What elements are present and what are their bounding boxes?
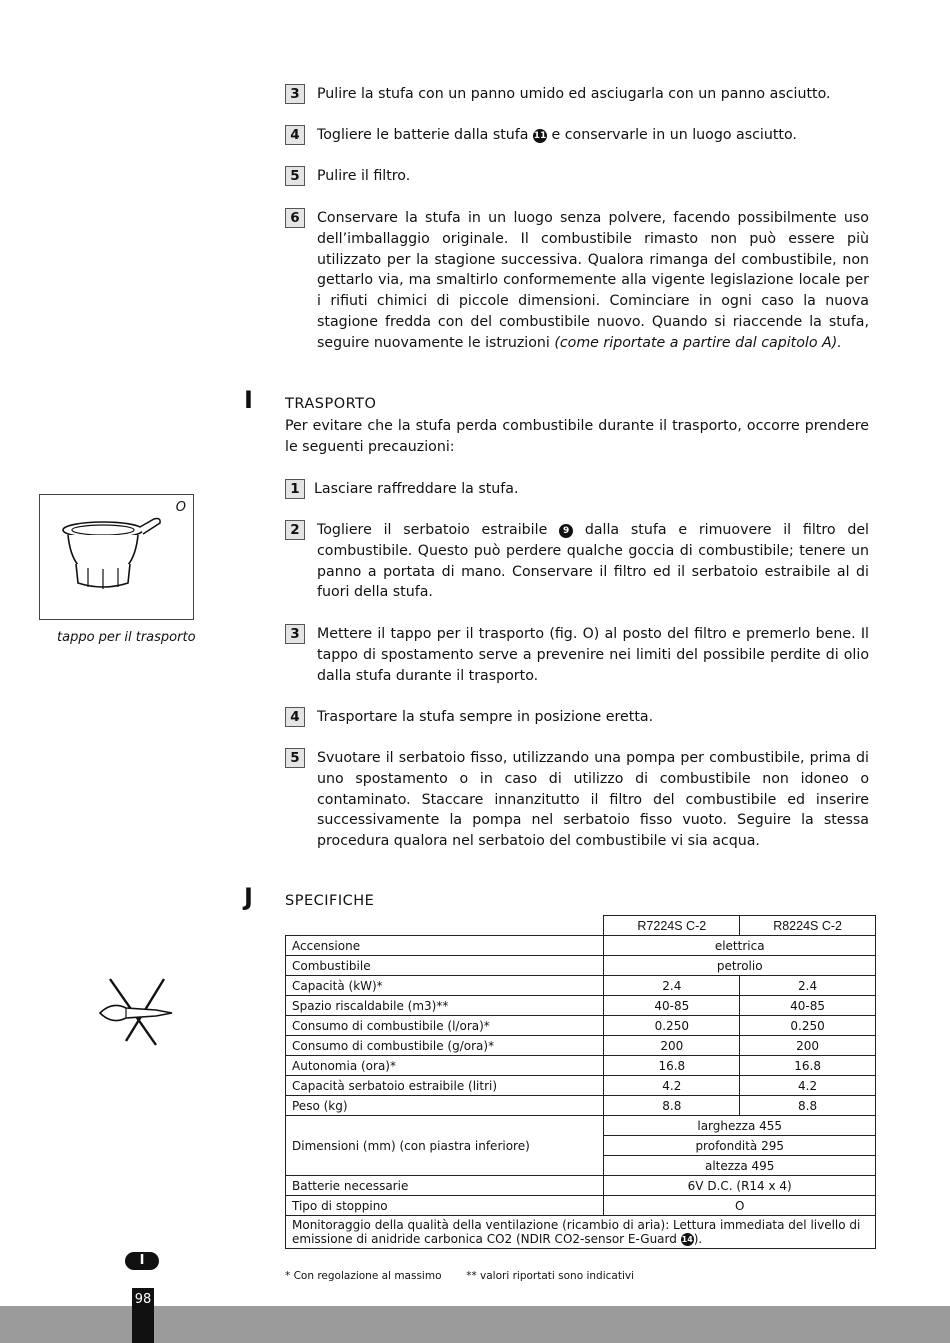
- reference-number: 11: [533, 131, 547, 141]
- table-row: [286, 1096, 876, 1116]
- footnote: ** valori riportati sono indicativi: [466, 1270, 634, 1282]
- table-row: [286, 1216, 876, 1249]
- transport-step: [285, 707, 869, 728]
- row-label: Capacità serbatoio estraibile (litri): [286, 1076, 604, 1096]
- step-text-part: Togliere il serbatoio estraibile: [317, 522, 560, 538]
- table-header-row: [286, 916, 876, 936]
- footnotes: [285, 1270, 634, 1282]
- table-row: [286, 1176, 876, 1196]
- step-number: 4: [285, 125, 305, 145]
- table-row: [286, 1056, 876, 1076]
- row-label: Accensione: [286, 936, 604, 956]
- step-text: [317, 125, 869, 146]
- table-row: [286, 1116, 876, 1136]
- row-label: Tipo di stoppino: [286, 1196, 604, 1216]
- step-number: 4: [285, 707, 305, 727]
- cleaning-step: [285, 166, 869, 187]
- table-row: [286, 996, 876, 1016]
- row-value-b: 0.250: [740, 1016, 876, 1036]
- step-text-part: dalla stufa e rimuovere il filtro del combustibile. Questo può perdere qualche goccia di combustibile; tenere un panno a portata di mano. Conservare il filtro ed il serbatoio estraibile al di fuori della stufa.: [317, 522, 869, 601]
- page-number: 98: [132, 1288, 154, 1343]
- row-label: Consumo di combustibile (g/ora)*: [286, 1036, 604, 1056]
- step-number: 6: [285, 208, 305, 228]
- step-number: 5: [285, 748, 305, 768]
- table-row: [286, 1196, 876, 1216]
- row-label: Consumo di combustibile (l/ora)*: [286, 1016, 604, 1036]
- transport-step: [285, 748, 869, 852]
- row-value-a: 8.8: [604, 1096, 740, 1116]
- row-value-a: 2.4: [604, 976, 740, 996]
- figure-letter: O: [175, 500, 186, 515]
- step-text: [317, 520, 869, 603]
- table-row: [286, 936, 876, 956]
- row-value-a: 0.250: [604, 1016, 740, 1036]
- transport-step: [285, 479, 869, 500]
- step-text-part: Conservare la stufa in un luogo senza polvere, facendo possibilmente uso dell’imballaggio originale. Il combustibile rimasto non può essere più utilizzato per la stagione successiva. Qualora rimanga del combustibile, non gettarlo via, ma smaltirlo conformemente alla vigente legislazione locale per i rifiuti chimici di piccole dimensioni. Cominciare in ogni caso la nuova stagione fredda con del combustibile nuovo. Quando si riaccende la stufa, seguire nuovamente le istruzioni: [317, 210, 869, 351]
- dimension-value: altezza 495: [604, 1156, 876, 1176]
- row-value-b: 4.2: [740, 1076, 876, 1096]
- step-number: 1: [285, 479, 305, 499]
- section-title: TRASPORTO: [285, 396, 377, 412]
- row-value-b: 16.8: [740, 1056, 876, 1076]
- no-tools-icon: [96, 975, 176, 1047]
- transport-step: [285, 624, 869, 686]
- row-value-a: 16.8: [604, 1056, 740, 1076]
- table-row: [286, 956, 876, 976]
- row-label: Batterie necessarie: [286, 1176, 604, 1196]
- figure-transport-cap: [39, 494, 194, 620]
- empty-cell: [286, 916, 604, 936]
- reference-number: 14: [681, 1235, 693, 1244]
- row-value-b: 2.4: [740, 976, 876, 996]
- step-number: 3: [285, 84, 305, 104]
- table-row: [286, 1016, 876, 1036]
- figure-caption: tappo per il trasporto: [57, 630, 196, 645]
- row-value: elettrica: [604, 936, 876, 956]
- row-value-b: 200: [740, 1036, 876, 1056]
- cleaning-step: [285, 208, 869, 354]
- row-label: Peso (kg): [286, 1096, 604, 1116]
- row-label: Dimensioni (mm) (con piastra inferiore): [286, 1116, 604, 1176]
- reference-number: 9: [559, 524, 573, 538]
- language-badge: I: [125, 1252, 159, 1270]
- transport-step: [285, 520, 869, 603]
- table-row: [286, 1036, 876, 1056]
- table-row: [286, 976, 876, 996]
- row-label: Capacità (kW)*: [286, 976, 604, 996]
- monitoring-text: Monitoraggio della qualità della ventilazione (ricambio di aria): Lettura immediata del livello di emissione di anidride carbonica CO2 (NDIR CO2-sensor E-Guard: [292, 1218, 861, 1246]
- specifications-table: [285, 915, 876, 1249]
- step-text: Mettere il tappo per il trasporto (fig. O) al posto del filtro e premerlo bene. Il tappo di spostamento serve a prevenire nei limiti del possibile perdite di olio dalla stufa durante il trasporto.: [317, 626, 869, 684]
- row-value-a: 40-85: [604, 996, 740, 1016]
- row-value: 6V D.C. (R14 x 4): [604, 1176, 876, 1196]
- dimension-value: larghezza 455: [604, 1116, 876, 1136]
- step-text: Trasportare la stufa sempre in posizione eretta.: [317, 709, 654, 725]
- section-intro: Per evitare che la stufa perda combustibile durante il trasporto, occorre prendere le seguenti precauzioni:: [285, 418, 869, 455]
- row-value: petrolio: [604, 956, 876, 976]
- cleaning-step: [285, 84, 869, 105]
- footnote: * Con regolazione al massimo: [285, 1270, 442, 1282]
- step-text: Lasciare raffreddare la stufa.: [314, 481, 519, 497]
- step-text-part: Togliere le batterie dalla stufa: [317, 127, 533, 143]
- step-text: Svuotare il serbatoio fisso, utilizzando una pompa per combustibile, prima di uno spostamento o in caso di utilizzo di combustibile non idoneo o contaminato. Staccare innanzitutto il filtro del combustibile ed inserire successivamente la pompa nel serbatoio fisso vuoto. Seguire la stessa procedura qualora nel serbatoio del combustibile vi sia acqua.: [317, 750, 869, 850]
- row-value: O: [604, 1196, 876, 1216]
- model-header: R8224S C-2: [740, 916, 876, 936]
- row-label: Combustibile: [286, 956, 604, 976]
- row-value-a: 4.2: [604, 1076, 740, 1096]
- step-number: 2: [285, 520, 305, 540]
- step-text: [317, 208, 869, 354]
- section-letter: I: [244, 386, 253, 414]
- step-text-part: e conservarle in un luogo asciutto.: [547, 127, 797, 143]
- section-title: SPECIFICHE: [285, 893, 375, 909]
- row-label: Autonomia (ora)*: [286, 1056, 604, 1076]
- transport-cap-illustration: [40, 495, 195, 621]
- step-number: 3: [285, 624, 305, 644]
- table-row: [286, 1076, 876, 1096]
- cleaning-step: [285, 125, 869, 146]
- row-value-a: 200: [604, 1036, 740, 1056]
- row-value-b: 8.8: [740, 1096, 876, 1116]
- step-text: Pulire la stufa con un panno umido ed asciugarla con un panno asciutto.: [317, 86, 831, 102]
- row-value-b: 40-85: [740, 996, 876, 1016]
- dimension-value: profondità 295: [604, 1136, 876, 1156]
- step-text-italic: (come riportate a partire dal capitolo A).: [554, 334, 842, 351]
- section-letter: J: [244, 883, 253, 911]
- step-number: 5: [285, 166, 305, 186]
- model-header: R7224S C-2: [604, 916, 740, 936]
- row-label: Spazio riscaldabile (m3)**: [286, 996, 604, 1016]
- monitoring-text-end: ).: [693, 1232, 703, 1246]
- step-text: Pulire il filtro.: [317, 168, 411, 184]
- monitoring-note: [286, 1216, 876, 1249]
